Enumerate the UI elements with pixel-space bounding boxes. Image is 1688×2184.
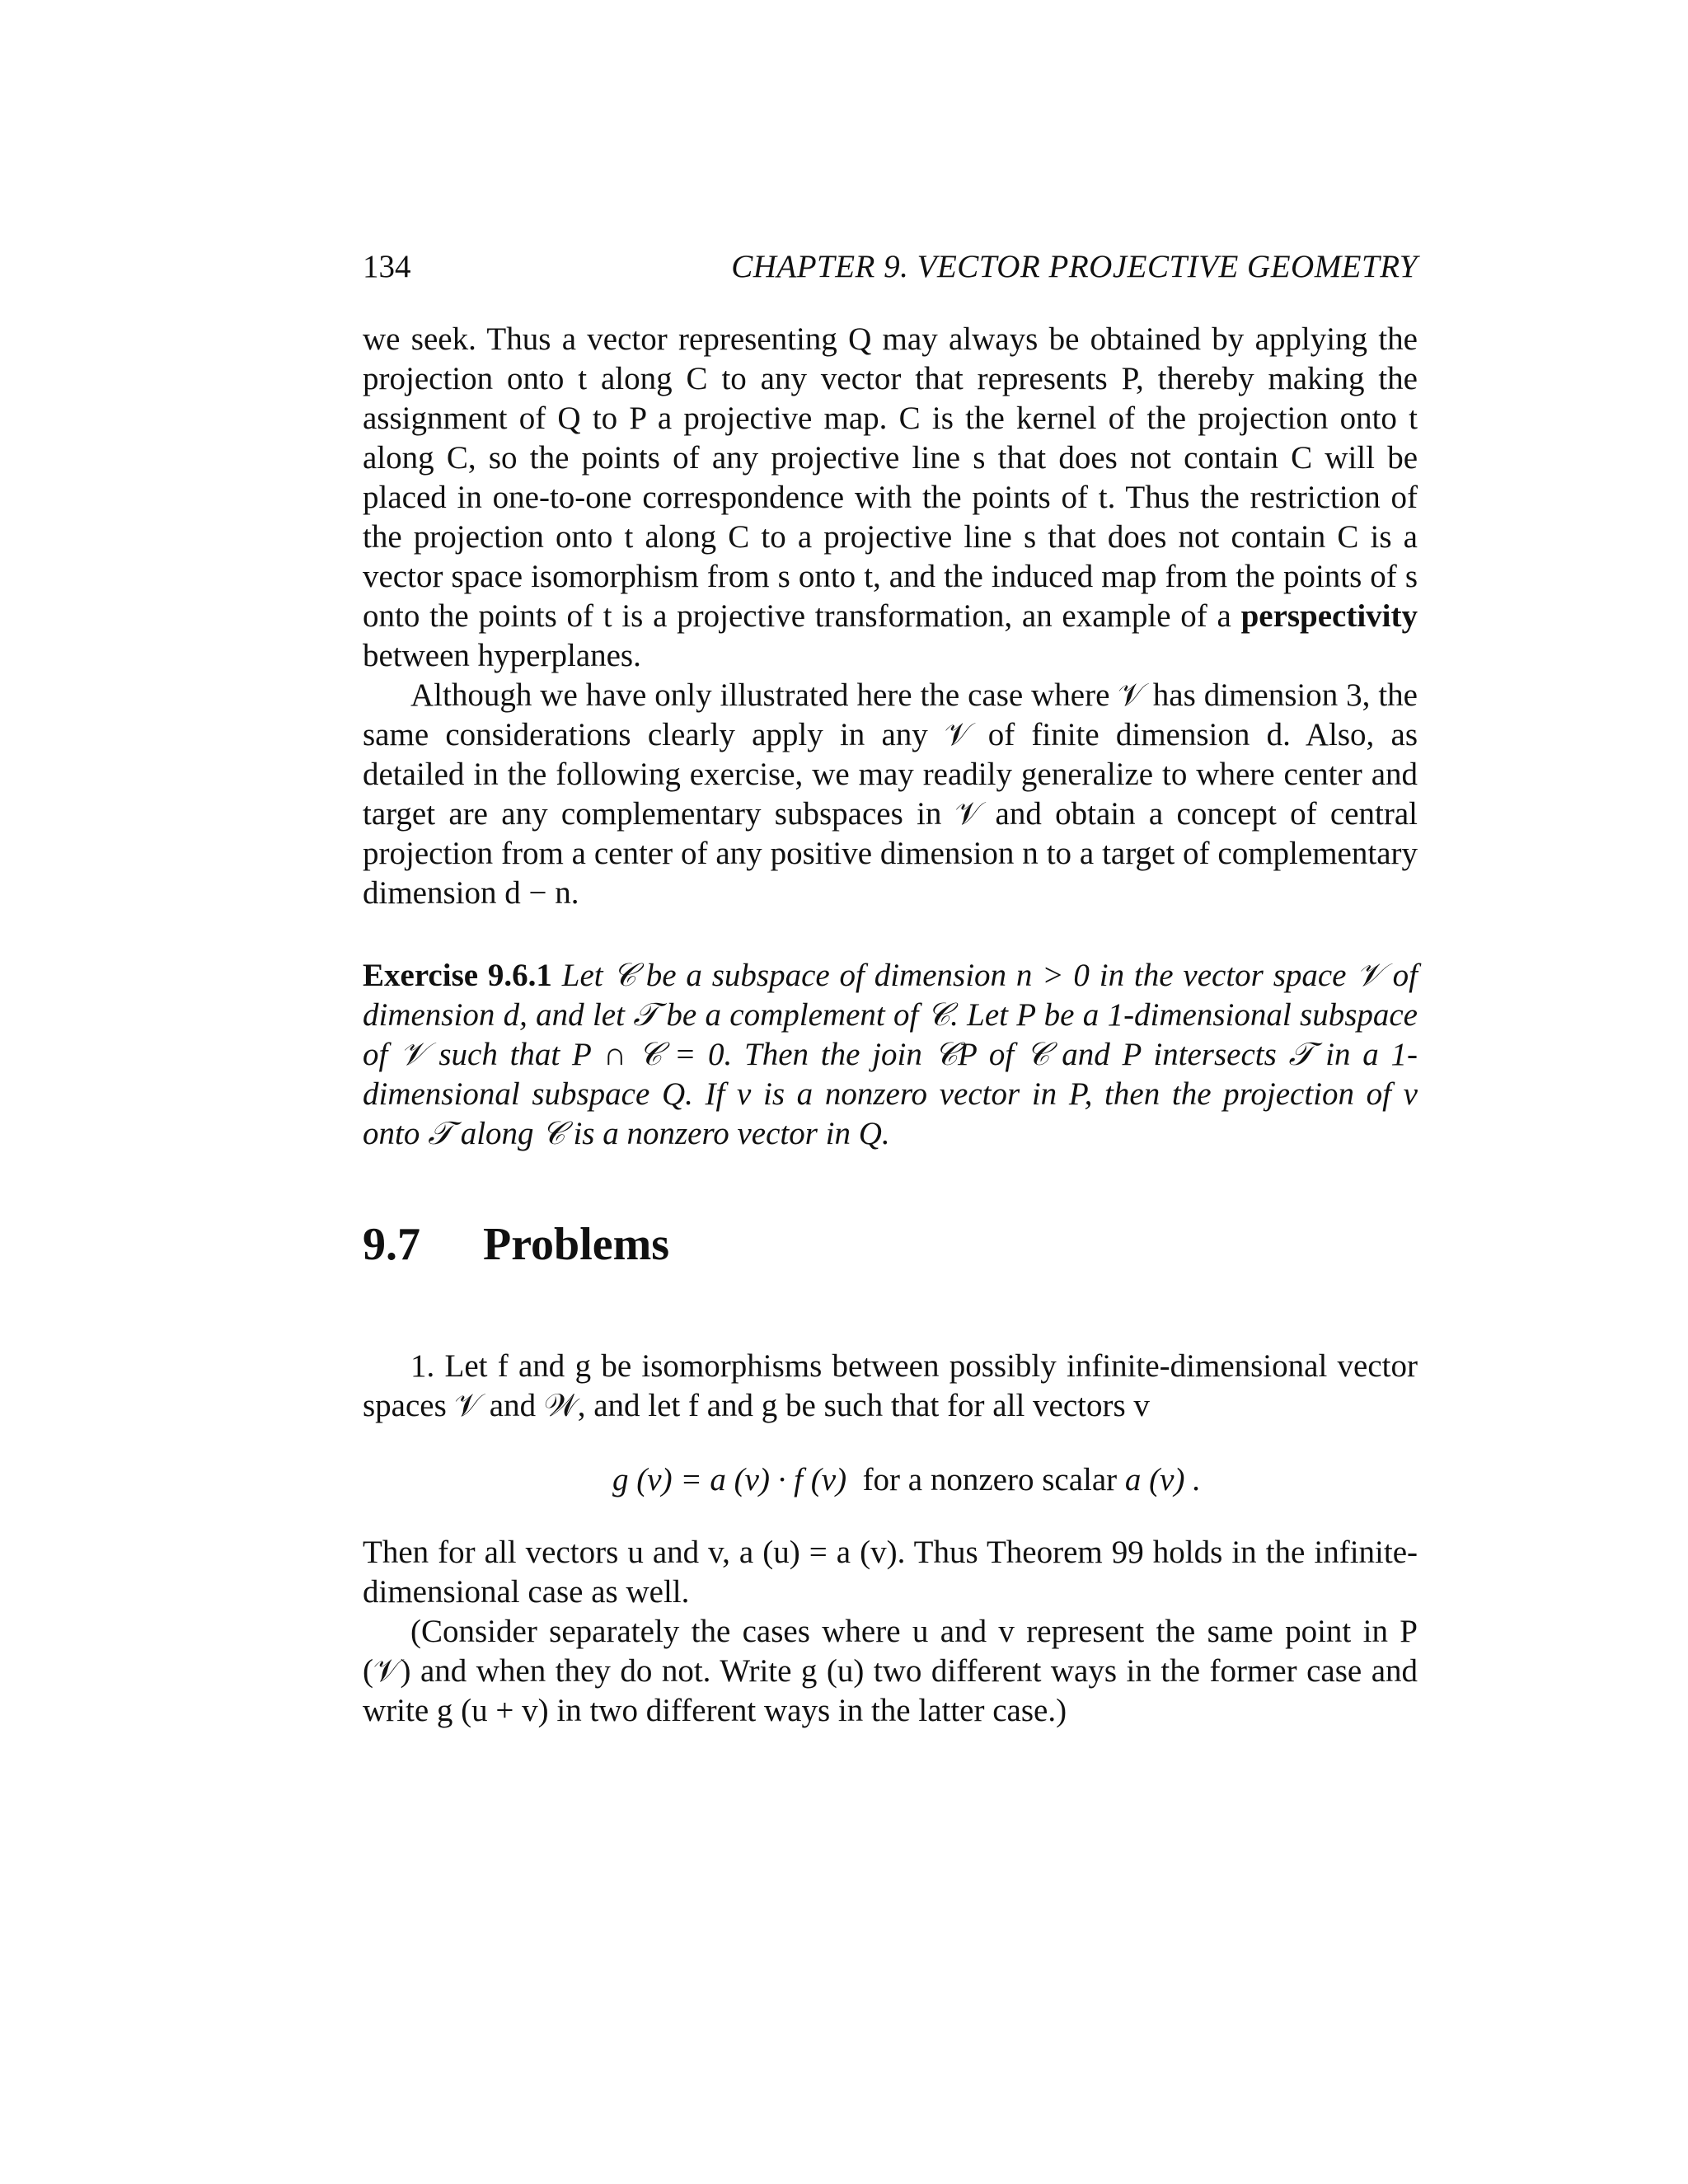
- exercise-9-6-1: [363, 956, 1418, 1154]
- page-number: 134: [363, 249, 411, 284]
- paragraph-text: we seek. Thus a vector representing Q may always be obtained by applying the projection onto t along C to any vector that represents P, thereby making the assignment of Q to P a projective map. C is the kernel of the projection onto t along C, so the points of any projective line s that does not contain C will be placed in one-to-one correspondence with the points of t. Thus the restriction of the projection onto t along C to a projective line s that does not contain C is a vector space isomorphism from s onto t, and the induced map from the points of s onto the points of t is a projective transformation, an example of a: [363, 321, 1418, 634]
- display-equation: [363, 1460, 1418, 1500]
- section-number: 9.7: [363, 1219, 420, 1270]
- equation-lhs: g (v) = a (v) · f (v): [612, 1462, 847, 1497]
- running-title: CHAPTER 9. VECTOR PROJECTIVE GEOMETRY: [731, 249, 1418, 284]
- equation-rhs: a (v) .: [1124, 1462, 1201, 1497]
- problem-list: [363, 1347, 1418, 1731]
- paragraph-continuation: [363, 320, 1418, 676]
- problem-1-statement: 1. Let f and g be isomorphisms between possibly infinite-dimensional vector spaces 𝒱 and 𝒲, and let f and g be such that for all vectors v: [363, 1348, 1418, 1423]
- section-heading: [363, 1218, 1418, 1271]
- problem-1-conclusion: Then for all vectors u and v, a (u) = a (v). Thus Theorem 99 holds in the infinite-dimensional case as well.: [363, 1535, 1418, 1610]
- section-title: Problems: [483, 1219, 670, 1270]
- paragraph-generalization: Although we have only illustrated here the case where 𝒱 has dimension 3, the same considerations clearly apply in any 𝒱 of finite dimension d. Also, as detailed in the following exercise, we may readily generalize to where center and target are any complementary subspaces in 𝒱 and obtain a concept of central projection from a center of any positive dimension n to a target of complementary dimension d − n.: [363, 677, 1418, 911]
- bold-term-perspectivity: perspectivity: [1240, 598, 1418, 634]
- exercise-text: Let 𝒞 be a subspace of dimension n > 0 in the vector space 𝒱 of dimension d, and let 𝒯 be a complement of 𝒞. Let P be a 1-dimensional subspace of 𝒱 such that P ∩ 𝒞 = 0. Then the join 𝒞P of 𝒞 and P intersects 𝒯 in a 1-dimensional subspace Q. If v is a nonzero vector in P, then the projection of v onto 𝒯 along 𝒞 is a nonzero vector in Q.: [363, 958, 1418, 1151]
- exercise-label: Exercise 9.6.1: [363, 958, 552, 993]
- problem-1-hint: (Consider separately the cases where u and v represent the same point in P (𝒱) and when they do not. Write g (u) two different ways in the former case and write g (u + v) in two different ways in the latter case.): [363, 1614, 1418, 1728]
- paragraph-text-end: between hyperplanes.: [363, 638, 641, 673]
- equation-text: for a nonzero scalar: [862, 1462, 1118, 1497]
- running-header: [363, 247, 1418, 287]
- book-page: [363, 247, 1418, 1731]
